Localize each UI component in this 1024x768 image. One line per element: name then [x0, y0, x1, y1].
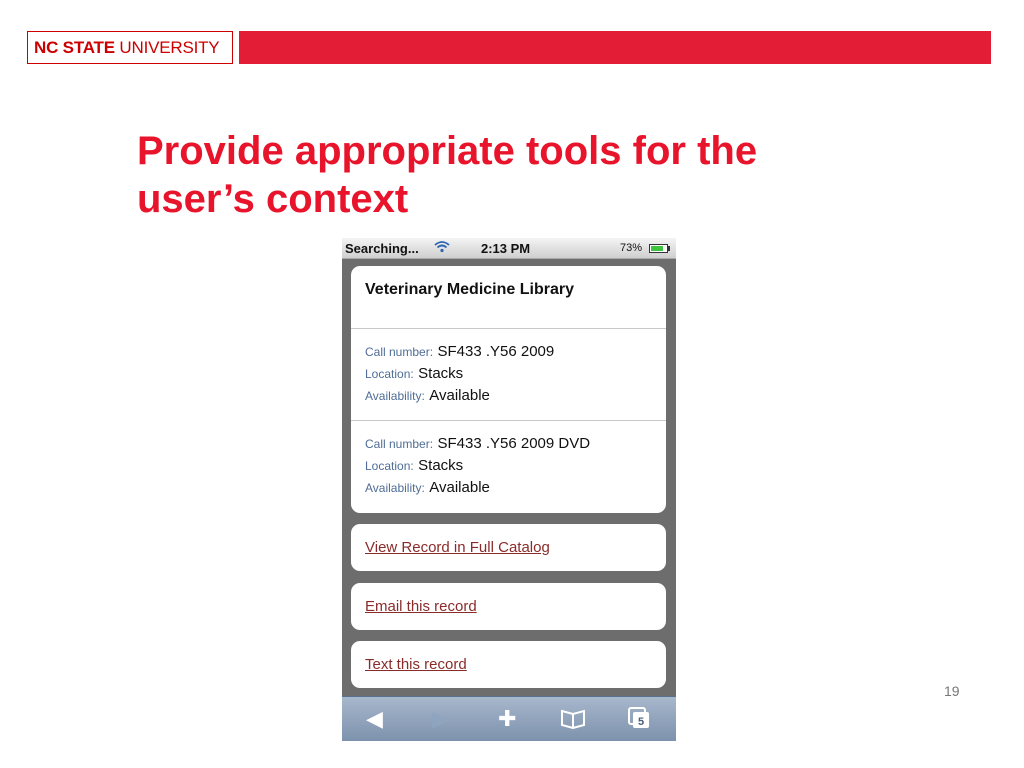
library-name: Veterinary Medicine Library [365, 281, 574, 298]
call-number-value: SF433 .Y56 2009 DVD [437, 435, 591, 452]
battery-nub [668, 246, 670, 251]
status-bar [342, 238, 676, 259]
text-record-link[interactable]: Text this record [365, 656, 467, 673]
slide-title [137, 127, 897, 223]
page-number: 19 [944, 683, 960, 699]
tabs-icon[interactable] [627, 706, 651, 737]
availability-label: Availability: [365, 389, 425, 403]
logo-regular: UNIVERSITY [119, 38, 220, 57]
divider [351, 420, 666, 421]
view-record-button[interactable] [351, 524, 666, 571]
email-record-link[interactable]: Email this record [365, 598, 477, 615]
battery-icon [649, 244, 668, 253]
location-label: Location: [365, 459, 414, 473]
text-record-button[interactable] [351, 641, 666, 688]
logo-bold: NC STATE [34, 38, 115, 57]
bookmarks-icon[interactable] [560, 707, 586, 736]
logo-text [34, 38, 219, 58]
header-bar [239, 31, 991, 64]
availability-value: Available [429, 387, 490, 404]
browser-toolbar [342, 696, 676, 741]
battery-percent: 73% [620, 242, 643, 254]
back-icon[interactable]: ◀ [366, 706, 383, 731]
library-card [351, 266, 666, 513]
university-logo [27, 31, 233, 64]
availability-label: Availability: [365, 481, 425, 495]
location-value: Stacks [418, 365, 464, 382]
carrier-status: Searching... [345, 241, 419, 256]
call-number-label: Call number: [365, 437, 434, 451]
wifi-icon [434, 240, 450, 256]
divider [351, 328, 666, 329]
holding-1 [365, 341, 655, 407]
call-number-label: Call number: [365, 345, 434, 359]
slide-title-line-1: Provide appropriate tools for the [137, 129, 758, 173]
clock: 2:13 PM [481, 241, 531, 256]
view-record-link[interactable]: View Record in Full Catalog [365, 539, 550, 556]
phone-screen [342, 238, 676, 741]
forward-icon[interactable]: ▶ [432, 706, 449, 731]
email-record-button[interactable] [351, 583, 666, 630]
tabs-count: 5 [637, 716, 645, 728]
availability-value: Available [429, 479, 490, 496]
call-number-value: SF433 .Y56 2009 [437, 343, 555, 360]
holding-2 [365, 433, 655, 499]
add-icon[interactable]: ✚ [498, 706, 517, 731]
location-value: Stacks [418, 457, 464, 474]
slide-title-line-2: user’s context [137, 177, 409, 221]
location-label: Location: [365, 367, 414, 381]
